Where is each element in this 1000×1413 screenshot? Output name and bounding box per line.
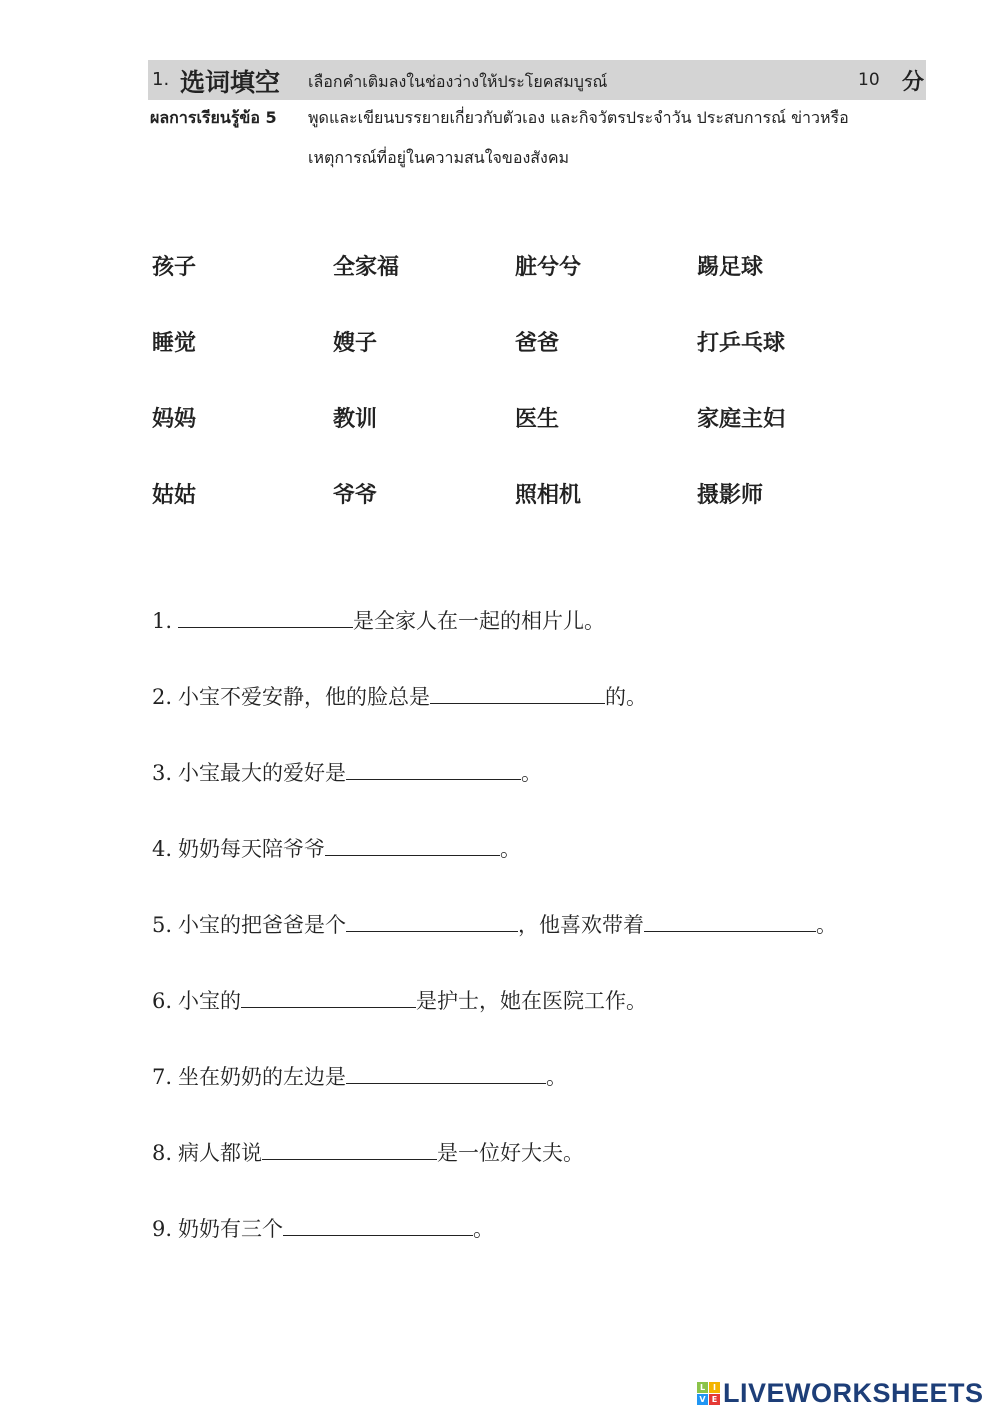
sentence-1 — [152, 605, 605, 635]
word-bank-item: 孩子 — [152, 254, 197, 280]
logo-text: LIVEWORKSHEETS — [723, 1378, 984, 1408]
sentence-number: 5. — [152, 913, 173, 937]
answer-blank[interactable] — [430, 685, 605, 704]
objective-line-2: เหตุการณ์ที่อยู่ในความสนใจของสังคม — [308, 148, 570, 167]
word-bank-item: 爷爷 — [333, 482, 378, 508]
sentence-text: 奶奶有三个 — [178, 1217, 284, 1241]
sentence-number: 9. — [152, 1217, 173, 1241]
sentence-text: 病人都说 — [178, 1141, 263, 1165]
sentence-number: 7. — [152, 1065, 173, 1089]
sentence-7 — [152, 1061, 567, 1091]
word-bank-item: 脏兮兮 — [515, 254, 582, 280]
sentence-text: 是一位好大夫。 — [437, 1141, 585, 1165]
answer-blank[interactable] — [644, 913, 816, 932]
sentence-number: 2. — [152, 685, 173, 709]
sentence-text: 小宝的 — [178, 989, 242, 1013]
answer-blank[interactable] — [346, 1065, 546, 1084]
answer-blank[interactable] — [178, 609, 353, 628]
logo-blocks-icon: L I V E — [697, 1382, 720, 1405]
word-bank-item: 嫂子 — [333, 330, 378, 356]
word-bank-item: 家庭主妇 — [697, 406, 786, 432]
sentence-text: 坐在奶奶的左边是 — [178, 1065, 347, 1089]
section-header — [148, 60, 926, 100]
answer-blank[interactable] — [346, 913, 518, 932]
word-bank-item: 睡觉 — [152, 330, 197, 356]
section-title: 选词填空 — [180, 68, 281, 97]
word-bank-item: 姑姑 — [152, 482, 197, 508]
sentence-2 — [152, 681, 647, 711]
score-value: 10 — [858, 70, 880, 90]
sentence-text: 的。 — [605, 685, 648, 709]
sentence-text: 是全家人在一起的相片儿。 — [353, 609, 606, 633]
word-bank-item: 踢足球 — [697, 254, 764, 280]
answer-blank[interactable] — [283, 1217, 473, 1236]
sentence-number: 4. — [152, 837, 173, 861]
liveworksheets-logo — [697, 1378, 984, 1409]
sentence-text: 小宝最大的爱好是 — [178, 761, 347, 785]
sentence-text: ，他喜欢带着 — [518, 913, 645, 937]
objective-label: ผลการเรียนรู้ข้อ 5 — [150, 108, 277, 127]
word-bank-item: 教训 — [333, 406, 378, 432]
sentence-text: 奶奶每天陪爷爷 — [178, 837, 326, 861]
sentence-text: 。 — [816, 913, 838, 937]
sentence-number: 1. — [152, 609, 173, 633]
sentence-number: 3. — [152, 761, 173, 785]
sentence-text: 。 — [473, 1217, 495, 1241]
sentence-5 — [152, 909, 837, 939]
sentence-9 — [152, 1213, 494, 1243]
answer-blank[interactable] — [262, 1141, 437, 1160]
sentence-text: 。 — [500, 837, 522, 861]
word-bank-item: 全家福 — [333, 254, 400, 280]
answer-blank[interactable] — [241, 989, 416, 1008]
sentence-8 — [152, 1137, 584, 1167]
sentence-4 — [152, 833, 521, 863]
word-bank-item: 摄影师 — [697, 482, 764, 508]
word-bank-item: 照相机 — [515, 482, 582, 508]
sentence-text: 。 — [521, 761, 543, 785]
section-number: 1. — [152, 69, 170, 90]
word-bank-item: 医生 — [515, 406, 560, 432]
sentence-text: 小宝的把爸爸是个 — [178, 913, 347, 937]
sentence-6 — [152, 985, 647, 1015]
word-bank-item: 妈妈 — [152, 406, 197, 432]
score-unit: 分 — [902, 70, 925, 95]
sentence-text: 小宝不爱安静，他的脸总是 — [178, 685, 431, 709]
sentence-number: 6. — [152, 989, 173, 1013]
objective-line-1: พูดและเขียนบรรยายเกี่ยวกับตัวเอง และกิจวัตรประจำวัน ประสบการณ์ ข่าวหรือ — [308, 108, 849, 127]
sentence-number: 8. — [152, 1141, 173, 1165]
word-bank-item: 打乒乓球 — [697, 330, 786, 356]
sentence-3 — [152, 757, 542, 787]
word-bank-item: 爸爸 — [515, 330, 560, 356]
answer-blank[interactable] — [346, 761, 521, 780]
answer-blank[interactable] — [325, 837, 500, 856]
sentence-text: 是护士，她在医院工作。 — [416, 989, 648, 1013]
sentence-text: 。 — [546, 1065, 568, 1089]
instruction-text: เลือกคำเติมลงในช่องว่างให้ประโยคสมบูรณ์ — [308, 72, 608, 91]
